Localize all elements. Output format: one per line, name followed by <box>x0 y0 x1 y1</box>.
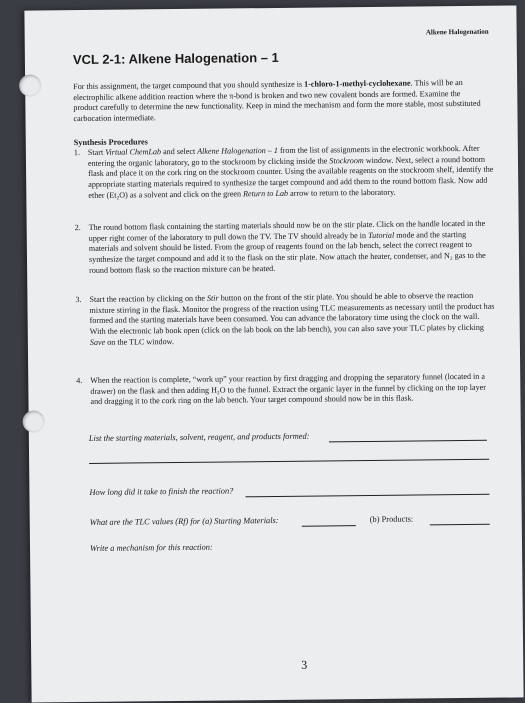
question-reaction-time: How long did it take to finish the reaction? <box>89 486 234 497</box>
step-4 <box>76 372 496 409</box>
step-number: 2. <box>74 223 81 233</box>
procedures-heading: Synthesis Procedures <box>73 137 148 148</box>
step-3 <box>75 291 496 349</box>
step-text: Start the reaction by clicking on the Stir button on the front of the stir plate. You should be able to observe the reaction mixture stirring in the flask. Monitor the progress of the reaction using TLC measurements as necessary until the product has formed and the starting materials have been consumed. You can advance the laboratory time using the clock on the wall. With the electronic lab book open (click on the lab book on the lab bench), you can also save your TLC plates by clicking Save on the TLC window. <box>89 290 495 347</box>
binder-hole <box>19 74 41 96</box>
answer-line[interactable] <box>302 525 356 527</box>
answer-line[interactable] <box>430 524 490 526</box>
binder-hole <box>23 410 45 432</box>
step-2 <box>75 219 496 277</box>
page-title: VCL 2-1: Alkene Halogenation – 1 <box>72 49 279 68</box>
answer-line[interactable] <box>89 459 489 464</box>
intro-paragraph <box>73 78 485 125</box>
question-list-materials: List the starting materials, solvent, reagent, and products formed: <box>88 431 310 443</box>
question-tlc-starting: What are the TLC values (Rf) for (a) Starting Materials: <box>89 515 279 527</box>
step-1 <box>74 144 495 202</box>
answer-line[interactable] <box>329 440 487 443</box>
worksheet-page <box>24 5 523 702</box>
running-header: Alkene Halogenation <box>425 27 489 37</box>
answer-line[interactable] <box>245 494 489 498</box>
step-text: When the reaction is complete, “work up” your reaction by first dragging and dropping the separatory funnel (located in a drawer) on the flask and then adding H₂O to the funnel. Extract the organic layer in the funnel by clicking on the top layer and dragging it to the cork ring on the lab bench. Your target compound should now be in this flask. <box>90 371 486 407</box>
question-mechanism: Write a mechanism for this reaction: <box>89 542 213 553</box>
intro-text: For this assignment, the target compound that you should synthesize is <box>73 79 305 92</box>
step-number: 1. <box>73 148 81 158</box>
step-number: 4. <box>76 376 83 386</box>
page-number: 3 <box>301 657 308 672</box>
step-text: Start Virtual ChemLab and select Alkene Halogenation – 1 from the list of assignments in the electronic workbook. After entering the organic laboratory, go to the stockroom by clicking inside the Stockroom window. Next, select a round bottom flask and place it on the cork ring on the stockroom counter. Using the available reagents on the stockroom shelf, identify the appropriate starting materials required to synthesize the target compound and add them to the round bottom flask. Now add ether (Et₂O) as a solvent and click on the green Return to Lab arrow to return to the laboratory. <box>87 143 494 200</box>
intro-text: . This will be an electrophilic alkene addition reaction where the π-bond is broken and two new covalent bonds are formed. Examine the product carefully to determine the new functionality. Keep in mind the mechanism and form the more stable, most substituted carbocation intermediate. <box>73 78 481 123</box>
target-compound: 1-chloro-1-methyl-cyclohexane <box>304 78 411 89</box>
step-text: The round bottom flask containing the starting materials should now be on the stir plate. Click on the handle located in the upper right corner of the laboratory to pull down the TV. The TV should already be in Tutorial mode and the starting materials and solvent should be listed. From the group of reagents found on the lab bench, select the correct reagent to synthesize the target compound and add it to the flask on the stir plate. Now attach the heater, condenser, and N₂ gas to the round bottom flask so the reaction mixture can be heated. <box>88 218 486 275</box>
question-tlc-products: (b) Products: <box>369 514 414 525</box>
step-number: 3. <box>75 295 82 305</box>
